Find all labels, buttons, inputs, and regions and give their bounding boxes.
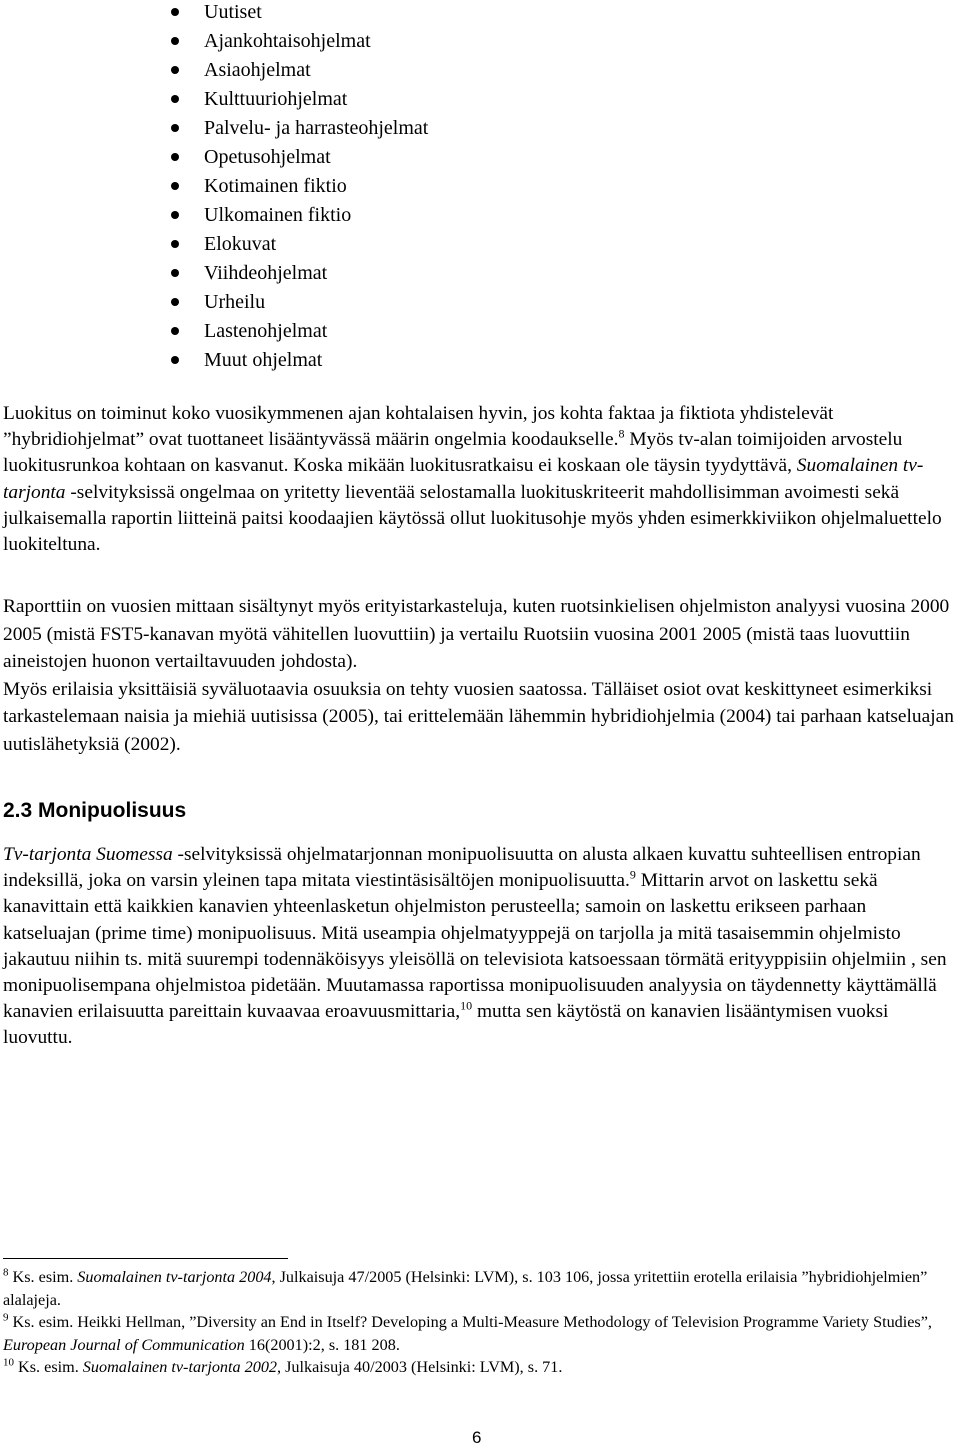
footnote-8: $^8$ Ks. esim. Suomalainen tv-tarjonta 2004, Julkaisuja 47/2005 (Helsinki: LVM), s. 103 106, jossa yritettiin erotella erilaisia ”hybridiohjelmien” alalajeja.: [3, 1266, 928, 1309]
bullet-icon: [171, 37, 179, 45]
bullet-icon: [171, 8, 179, 16]
paragraph-classification: Luokitus on toiminut koko vuosikymmenen ajan kohtalaisen hyvin, jos kohta faktaa ja fiktiota yhdistelevät ”hybridiohjelmat” ovat tuottaneet lisääntyvässä määrin ongelmia koodaukselle.$^8$ Myös tv-alan toimijoiden arvostelu luokitusrunkoa kohtaan on kasvanut. Koska mikään luokitusratkaisu ei koskaan ole täysin tyydyttävä, Suomalainen tv-tarjonta -selvityksissä ongelmaa on yritetty lieventää selostamalla luokituskriteerit mahdollisimman avoimesti sekä julkaisemalla raportin liitteinä paitsi koodaajien käytössä ollut luokitusohje myös yhden esimerkkiviikon ohjelmaluettelo luokiteltuna.: [3, 403, 942, 556]
bullet-icon: [171, 356, 179, 364]
footnote-9: $^9$ Ks. esim. Heikki Hellman, ”Diversity an End in Itself? Developing a Multi-Measure Methodology of Television Programme Variety Studies”, European Journal of Communication 16(2001):2, s. 181 208.: [3, 1311, 932, 1354]
bullet-icon: [171, 153, 179, 161]
footnotes: [3, 1266, 933, 1379]
section-heading: 2.3 Monipuolisuus: [3, 799, 187, 822]
bullet-icon: [171, 240, 179, 248]
bullet-icon: [171, 95, 179, 103]
footnote-ref-10[interactable]: 10: [460, 998, 473, 1013]
bullet-icon: [171, 298, 179, 306]
document-page: Uutiset Ajankohtaisohjelmat Asiaohjelmat Kulttuuriohjelmat Palvelu- ja harrasteohjelmat Opetusohjelmat Kotimainen fiktio Ulkomainen fiktio Elokuvat Viihdeohjelmat Urheilu Lastenohjelmat Muut ohjelmat Luokitus on toiminut koko vuosikymmenen ajan kohtalaisen hyvin, jos kohta faktaa ja fiktiota yhdistelevät ”hybridiohjelmat” ovat tuottaneet lisääntyvässä määrin ongelmia koodaukselle.$^8$ Myös tv-alan toimijoiden arvostelu luokitusrunkoa kohtaan on kasvanut. Koska mikään luokitusratkaisu ei koskaan ole täysin tyydyttävä, Suomalainen tv-tarjonta -selvityksissä ongelmaa on yritetty lieventää selostamalla luokituskriteerit mahdollisimman avoimesti sekä julkaisemalla raportin liitteinä paitsi koodaajien käytössä ollut luokitusohje myös yhden esimerkkiviikon ohjelmaluettelo luokiteltuna. Raporttiin on vuosien mittaan sisältynyt myös erityistarkasteluja, kuten ruotsinkielisen ohjelmiston analyysi vuosina 2000 2005 (mistä FST5-kanavan myötä vähitellen luovuttiin) ja vertailu Ruotsiin vuosina 2001 2005 (mistä taas luovuttiin aineistojen huonon vertailtavuuden johdosta). Myös erilaisia yksittäisiä syväluotaavia osuuksia on tehty vuosien saatossa. Tälläiset osiot ovat keskittyneet esimerkiksi tarkastelemaan naisia ja miehiä uutisissa (2005), tai erittelemään lähemmin hybridiohjelmia (2004) tai parhaan katseluajan uutislähetyksiä (2002). 2.3 Monipuolisuus Tv-tarjonta Suomessa -selvityksissä ohjelmatarjonnan monipuolisuutta on alusta alkaen kuvattu suhteellisen entropian indeksillä, joka on varsin yleinen tapa mitata viestintäsisältöjen monipuolisuutta.$^9$ Mittarin arvot on laskettu sekä kanavittain että kaikkien kanavien yhteenlasketun ohjelmiston perusteella; samoin on laskettu erikseen parhaan katseluajan (prime time) monipuolisuus. Mitä useampia ohjelmatyyppejä on tarjolla ja mitä tasaisemmin ohjelmisto jakautuu niihin ts. mitä suurempi todennäköisyys yleisöllä on televisiota katsoessaan törmätä erityyppisiin ohjelmiin , sen monipuolisempana ohjelmistoa pidetään. Muutamassa raportissa monipuolisuuden analyysia on täydennetty käyttämällä kanavien erilaisuutta pareittain kuvaavaa eroavuusmittaria,$^{10}$ mutta sen käytöstä on kanavien lisääntymisen vuoksi luovuttu. $^8$ Ks. esim. Suomalainen tv-tarjonta 2004, Julkaisuja 47/2005 (Helsinki: LVM), s. 103 106, jossa yritettiin erotella erilaisia ”hybridiohjelmien” alalajeja. $^9$ Ks. esim. Heikki Hellman, ”Diversity an End in Itself? Developing a Multi-Measure Methodology of Television Programme Variety Studies”, European Journal of Communication 16(2001):2, s. 181 208. $^{10}$ Ks. esim. Suomalainen tv-tarjonta 2002, Julkaisuja 40/2003 (Helsinki: LVM), s. 71. 6: [0, 0, 960, 1451]
bullet-icon: [171, 327, 179, 335]
bullet-icon: [171, 66, 179, 74]
page-number: 6: [472, 1428, 482, 1447]
paragraph-diversity: Tv-tarjonta Suomessa -selvityksissä ohjelmatarjonnan monipuolisuutta on alusta alkaen kuvattu suhteellisen entropian indeksillä, joka on varsin yleinen tapa mitata viestintäsisältöjen monipuolisuutta.$^9$ Mittarin arvot on laskettu sekä kanavittain että kaikkien kanavien yhteenlasketun ohjelmiston perusteella; samoin on laskettu erikseen parhaan katseluajan (prime time) monipuolisuus. Mitä useampia ohjelmatyyppejä on tarjolla ja mitä tasaisemmin ohjelmisto jakautuu niihin ts. mitä suurempi todennäköisyys yleisöllä on televisiota katsoessaan törmätä erityyppisiin ohjelmiin , sen monipuolisempana ohjelmistoa pidetään. Muutamassa raportissa monipuolisuuden analyysia on täydennetty käyttämällä kanavien erilaisuutta pareittain kuvaavaa eroavuusmittaria,$^{10}$ mutta sen käytöstä on kanavien lisääntymisen vuoksi luovuttu.: [3, 844, 947, 1049]
footnote-ref-8[interactable]: 8: [618, 426, 625, 441]
bullet-icon: [171, 124, 179, 132]
bullet-icon: [171, 182, 179, 190]
footnote-divider: [3, 1258, 288, 1259]
footnote-ref-9[interactable]: 9: [629, 867, 636, 882]
paragraph-special-analyses: Raporttiin on vuosien mittaan sisältynyt myös erityistarkasteluja, kuten ruotsinkielisen ohjelmiston analyysi vuosina 2000 2005 (mistä FST5-kanavan myötä vähitellen luovuttiin) ja vertailu Ruotsiin vuosina 2001 2005 (mistä taas luovuttiin aineistojen huonon vertailtavuuden johdosta). Myös erilaisia yksittäisiä syväluotaavia osuuksia on tehty vuosien saatossa. Tälläiset osiot ovat keskittyneet esimerkiksi tarkastelemaan naisia ja miehiä uutisissa (2005), tai erittelemään lähemmin hybridiohjelmia (2004) tai parhaan katseluajan uutislähetyksiä (2002).: [3, 596, 954, 755]
bullet-icon: [171, 269, 179, 277]
bullet-icon: [171, 211, 179, 219]
footnote-10: $^{10}$ Ks. esim. Suomalainen tv-tarjonta 2002, Julkaisuja 40/2003 (Helsinki: LVM), s. 71.: [3, 1356, 563, 1376]
